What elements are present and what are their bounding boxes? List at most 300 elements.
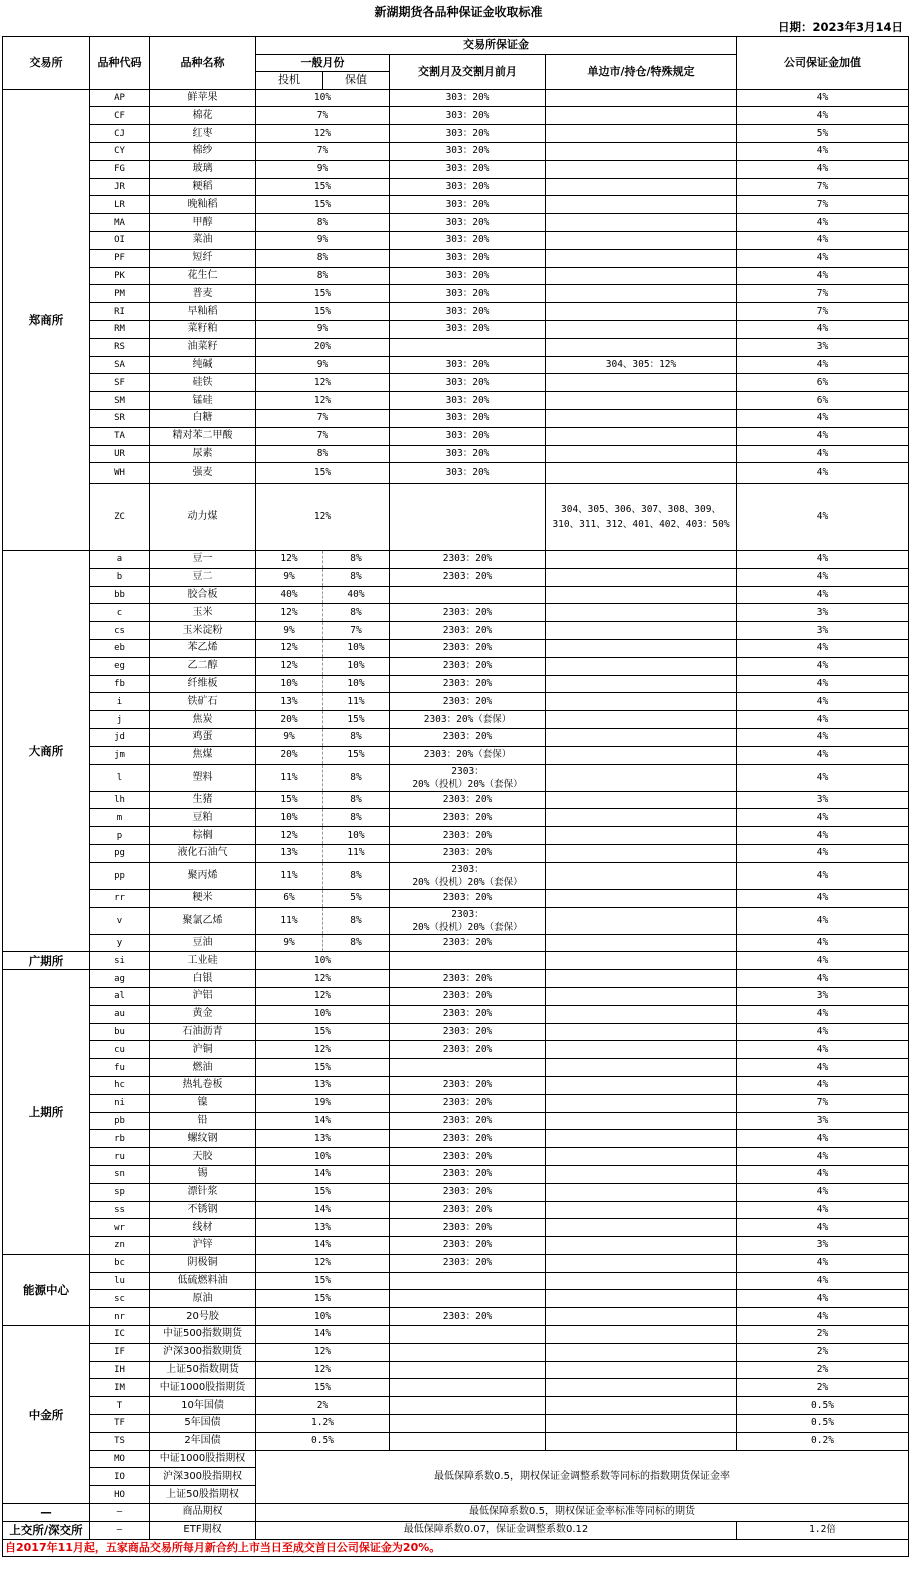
product-code: si: [90, 952, 150, 970]
product-name: 焦炭: [150, 711, 256, 729]
special-margin: [546, 1183, 737, 1201]
product-name: 沪铝: [150, 987, 256, 1005]
company-add: 3%: [737, 1237, 909, 1255]
company-add: 0.2%: [737, 1432, 909, 1450]
special-margin: 304、305：12%: [546, 356, 737, 374]
product-name: 鸡蛋: [150, 728, 256, 746]
product-name: 玉米: [150, 604, 256, 622]
product-name: 聚丙烯: [150, 862, 256, 889]
margin-investor: 11%: [256, 907, 323, 934]
table-row: [3, 89, 909, 107]
product-name: 天胶: [150, 1148, 256, 1166]
margin-hedge: 8%: [323, 809, 390, 827]
exchange-name: 中金所: [3, 1326, 90, 1504]
company-add: 4%: [737, 568, 909, 586]
table-row: [3, 1272, 909, 1290]
table-row: [3, 1237, 909, 1255]
product-code: SA: [90, 356, 150, 374]
product-code: ru: [90, 1148, 150, 1166]
delivery-margin: 2303：20%: [390, 970, 546, 988]
table-row: [3, 1290, 909, 1308]
product-code: OI: [90, 231, 150, 249]
company-add: 4%: [737, 409, 909, 427]
product-code: —: [90, 1521, 150, 1539]
delivery-margin: 2303：20%: [390, 1076, 546, 1094]
company-add: 4%: [737, 1165, 909, 1183]
product-name: 锰硅: [150, 392, 256, 410]
company-add: 4%: [737, 639, 909, 657]
margin-general: 14%: [256, 1165, 390, 1183]
footnote: 自2017年11月起，五家商品交易所每月新合约上市当日至成交首日公司保证金为20%。: [3, 1539, 909, 1556]
special-margin: [546, 1379, 737, 1397]
product-name: 石油沥青: [150, 1023, 256, 1041]
special-margin: [546, 196, 737, 214]
special-margin: [546, 125, 737, 143]
delivery-margin: 2303：20%: [390, 1201, 546, 1219]
product-code: fb: [90, 675, 150, 693]
margin-investor: 9%: [256, 568, 323, 586]
margin-general: 15%: [256, 463, 390, 484]
special-margin: [546, 214, 737, 232]
exchange-name: 能源中心: [3, 1254, 90, 1325]
special-margin: [546, 231, 737, 249]
table-row: [3, 1415, 909, 1433]
margin-general: 19%: [256, 1094, 390, 1112]
special-margin: [546, 711, 737, 729]
product-code: rr: [90, 889, 150, 907]
delivery-margin: 2303：20%: [390, 622, 546, 640]
product-code: sc: [90, 1290, 150, 1308]
special-margin: [546, 249, 737, 267]
delivery-margin-line: 20%（投机）20%（套保）: [412, 921, 523, 933]
special-margin: [546, 889, 737, 907]
margin-investor: 6%: [256, 889, 323, 907]
table-row: [3, 463, 909, 484]
product-code: eg: [90, 657, 150, 675]
product-name: 棕榈: [150, 827, 256, 845]
product-code: lh: [90, 791, 150, 809]
margin-general: 12%: [256, 1343, 390, 1361]
product-code: l: [90, 764, 150, 791]
header-special: 单边市/持仓/特殊规定: [546, 54, 737, 89]
company-add: 6%: [737, 392, 909, 410]
company-add: 7%: [737, 196, 909, 214]
table-row: [3, 889, 909, 907]
margin-general: 15%: [256, 1059, 390, 1077]
commodity-options-rule: 最低保障系数0.5，期权保证金率标准等同标的期货: [256, 1504, 909, 1522]
product-name: 硅铁: [150, 374, 256, 392]
special-margin: [546, 160, 737, 178]
exchange-name: 上期所: [3, 970, 90, 1255]
product-name: 强麦: [150, 463, 256, 484]
product-name: 早籼稻: [150, 303, 256, 321]
margin-general: 7%: [256, 142, 390, 160]
product-name: 5年国债: [150, 1415, 256, 1433]
product-code: —: [90, 1504, 150, 1522]
margin-hedge: 8%: [323, 791, 390, 809]
special-margin: [546, 1023, 737, 1041]
special-margin: [546, 1005, 737, 1023]
product-code: b: [90, 568, 150, 586]
product-code: bc: [90, 1254, 150, 1272]
delivery-margin: 303：20%: [390, 196, 546, 214]
special-margin: [546, 675, 737, 693]
special-margin: [546, 142, 737, 160]
special-margin: [546, 551, 737, 569]
special-margin: [546, 746, 737, 764]
table-row: [3, 809, 909, 827]
product-code: eb: [90, 639, 150, 657]
special-margin: [546, 392, 737, 410]
product-code: pg: [90, 844, 150, 862]
margin-hedge: 10%: [323, 657, 390, 675]
margin-general: 12%: [256, 970, 390, 988]
product-name: 热轧卷板: [150, 1076, 256, 1094]
table-row: [3, 1326, 909, 1344]
delivery-margin: [390, 764, 546, 791]
delivery-margin: 2303：20%（套保）: [390, 746, 546, 764]
special-margin: [546, 970, 737, 988]
product-code: lu: [90, 1272, 150, 1290]
company-add: 5%: [737, 125, 909, 143]
product-name: 原油: [150, 1290, 256, 1308]
special-margin: [546, 764, 737, 791]
company-add: 4%: [737, 356, 909, 374]
company-add: 4%: [737, 728, 909, 746]
margin-general: 15%: [256, 285, 390, 303]
delivery-margin: 303：20%: [390, 214, 546, 232]
header-exchange: 交易所: [3, 37, 90, 90]
company-add: 4%: [737, 764, 909, 791]
product-name: 红枣: [150, 125, 256, 143]
product-code: m: [90, 809, 150, 827]
special-margin: [546, 1076, 737, 1094]
delivery-margin: 2303：20%: [390, 1023, 546, 1041]
company-add: 2%: [737, 1379, 909, 1397]
delivery-margin: 2303：20%（套保）: [390, 711, 546, 729]
special-margin: [546, 1094, 737, 1112]
table-row: [3, 568, 909, 586]
company-add: 4%: [737, 1308, 909, 1326]
table-row: [3, 1005, 909, 1023]
product-code: SM: [90, 392, 150, 410]
table-row: [3, 728, 909, 746]
special-margin: [546, 463, 737, 484]
company-add: 4%: [737, 693, 909, 711]
special-margin: [546, 693, 737, 711]
special-margin: [546, 1397, 737, 1415]
delivery-margin: 2303：20%: [390, 844, 546, 862]
product-code: jm: [90, 746, 150, 764]
table-row: [3, 604, 909, 622]
company-add: 4%: [737, 249, 909, 267]
company-add: 3%: [737, 1112, 909, 1130]
product-code: CJ: [90, 125, 150, 143]
margin-general: 10%: [256, 1308, 390, 1326]
product-name: 豆粕: [150, 809, 256, 827]
table-row: [3, 952, 909, 970]
product-code: ni: [90, 1094, 150, 1112]
company-add: 4%: [737, 1272, 909, 1290]
margin-hedge: 8%: [323, 934, 390, 952]
product-code: p: [90, 827, 150, 845]
company-add: 4%: [737, 484, 909, 551]
product-name: 20号胶: [150, 1308, 256, 1326]
company-add: 4%: [737, 907, 909, 934]
header-exchange-margin: 交易所保证金: [256, 37, 737, 55]
delivery-margin: 2303：20%: [390, 1254, 546, 1272]
product-name: 生猪: [150, 791, 256, 809]
delivery-margin: 2303：20%: [390, 604, 546, 622]
special-margin: [546, 1361, 737, 1379]
margin-general: 15%: [256, 1272, 390, 1290]
table-row: [3, 1361, 909, 1379]
product-name: 豆油: [150, 934, 256, 952]
margin-investor: 15%: [256, 791, 323, 809]
special-margin: [546, 267, 737, 285]
delivery-margin: [390, 952, 546, 970]
special-margin: [546, 1415, 737, 1433]
table-row: [3, 675, 909, 693]
product-code: RS: [90, 338, 150, 356]
product-code: sn: [90, 1165, 150, 1183]
margin-investor: 12%: [256, 551, 323, 569]
table-row: [3, 657, 909, 675]
company-add: 4%: [737, 231, 909, 249]
table-row: [3, 639, 909, 657]
table-row: [3, 1504, 909, 1522]
margin-general: 14%: [256, 1326, 390, 1344]
product-name: 工业硅: [150, 952, 256, 970]
company-add: 4%: [737, 1254, 909, 1272]
table-row: [3, 320, 909, 338]
exchange-name: —: [3, 1504, 90, 1522]
company-add: 4%: [737, 746, 909, 764]
product-name: 普麦: [150, 285, 256, 303]
company-add: 4%: [737, 1005, 909, 1023]
product-code: al: [90, 987, 150, 1005]
company-add: 7%: [737, 178, 909, 196]
product-code: ag: [90, 970, 150, 988]
table-row: [3, 107, 909, 125]
delivery-margin: 303：20%: [390, 249, 546, 267]
company-add: 3%: [737, 987, 909, 1005]
margin-general: 8%: [256, 445, 390, 463]
delivery-margin: [390, 484, 546, 551]
special-margin: [546, 374, 737, 392]
margin-general: 13%: [256, 1076, 390, 1094]
margin-investor: 12%: [256, 657, 323, 675]
special-margin: [546, 568, 737, 586]
company-add: 3%: [737, 604, 909, 622]
margin-hedge: 8%: [323, 604, 390, 622]
product-name: 粳米: [150, 889, 256, 907]
delivery-margin-line: 20%（投机）20%（套保）: [412, 778, 523, 790]
special-margin: [546, 622, 737, 640]
product-code: SR: [90, 409, 150, 427]
table-row: [3, 409, 909, 427]
special-margin: [546, 178, 737, 196]
special-margin: [546, 657, 737, 675]
margin-investor: 20%: [256, 711, 323, 729]
margin-general: 1.2%: [256, 1415, 390, 1433]
delivery-margin: 303：20%: [390, 445, 546, 463]
delivery-margin: 2303：20%: [390, 639, 546, 657]
company-add: 4%: [737, 445, 909, 463]
company-add: 4%: [737, 89, 909, 107]
margin-general: 2%: [256, 1397, 390, 1415]
delivery-margin: 2303：20%: [390, 1165, 546, 1183]
company-add: 4%: [737, 934, 909, 952]
table-row: [3, 791, 909, 809]
margin-general: 15%: [256, 1023, 390, 1041]
margin-hedge: 8%: [323, 862, 390, 889]
special-margin: [546, 934, 737, 952]
product-code: IC: [90, 1326, 150, 1344]
delivery-margin: 303：20%: [390, 320, 546, 338]
product-name: 玉米淀粉: [150, 622, 256, 640]
company-add: 2%: [737, 1326, 909, 1344]
table-row: [3, 1059, 909, 1077]
margin-general: 10%: [256, 1005, 390, 1023]
table-row: [3, 356, 909, 374]
product-code: FG: [90, 160, 150, 178]
margin-general: 12%: [256, 392, 390, 410]
product-name: 中证500指数期货: [150, 1326, 256, 1344]
table-row: [3, 907, 909, 934]
company-add: 4%: [737, 267, 909, 285]
special-margin: [546, 1272, 737, 1290]
margin-general: 14%: [256, 1237, 390, 1255]
margin-investor: 11%: [256, 764, 323, 791]
table-row: [3, 551, 909, 569]
product-code: y: [90, 934, 150, 952]
product-code: IF: [90, 1343, 150, 1361]
table-row: [3, 693, 909, 711]
company-add: 4%: [737, 711, 909, 729]
table-row: [3, 1076, 909, 1094]
company-add: 4%: [737, 1148, 909, 1166]
margin-hedge: 10%: [323, 639, 390, 657]
product-code: a: [90, 551, 150, 569]
product-name: 中证1000股指期权: [150, 1450, 256, 1468]
product-name: 玻璃: [150, 160, 256, 178]
special-margin: [546, 987, 737, 1005]
page-title: 新湖期货各品种保证金收取标准: [374, 5, 543, 19]
margin-investor: 9%: [256, 622, 323, 640]
product-name: 上证50股指期权: [150, 1486, 256, 1504]
margin-general: 13%: [256, 1219, 390, 1237]
delivery-margin: 303：20%: [390, 125, 546, 143]
product-name: 晚籼稻: [150, 196, 256, 214]
product-name: 中证1000股指期货: [150, 1379, 256, 1397]
table-row: [3, 484, 909, 551]
product-code: LR: [90, 196, 150, 214]
company-add: 4%: [737, 1023, 909, 1041]
table-row: [3, 1023, 909, 1041]
delivery-margin: 303：20%: [390, 303, 546, 321]
margin-general: 9%: [256, 231, 390, 249]
delivery-margin: 2303：20%: [390, 934, 546, 952]
header-row: [3, 37, 909, 55]
company-add: 4%: [737, 1041, 909, 1059]
table-row: [3, 1165, 909, 1183]
company-add: 4%: [737, 427, 909, 445]
table-row: [3, 711, 909, 729]
special-margin: [546, 604, 737, 622]
margin-hedge: 10%: [323, 827, 390, 845]
delivery-margin: 303：20%: [390, 160, 546, 178]
delivery-margin: 2303：20%: [390, 693, 546, 711]
product-code: T: [90, 1397, 150, 1415]
special-margin: [546, 1201, 737, 1219]
table-row: [3, 125, 909, 143]
company-add: 4%: [737, 142, 909, 160]
margin-general: 12%: [256, 125, 390, 143]
table-row: [3, 392, 909, 410]
etf-rule: 最低保障系数0.07，保证金调整系数0.12: [256, 1521, 737, 1539]
product-code: WH: [90, 463, 150, 484]
exchange-name: 郑商所: [3, 89, 90, 550]
header-name: 品种名称: [150, 37, 256, 90]
margin-general: 12%: [256, 987, 390, 1005]
table-row: [3, 267, 909, 285]
delivery-margin: 2303：20%: [390, 1094, 546, 1112]
delivery-margin: [390, 1326, 546, 1344]
company-add: 4%: [737, 862, 909, 889]
margin-investor: 9%: [256, 934, 323, 952]
table-row: [3, 196, 909, 214]
delivery-margin: 2303：20%: [390, 568, 546, 586]
delivery-margin: 2303：20%: [390, 1041, 546, 1059]
product-name: 菜籽粕: [150, 320, 256, 338]
special-margin: [546, 728, 737, 746]
product-name: 低硫燃料油: [150, 1272, 256, 1290]
product-code: PK: [90, 267, 150, 285]
product-code: bu: [90, 1023, 150, 1041]
special-margin: [546, 427, 737, 445]
product-code: zn: [90, 1237, 150, 1255]
margin-investor: 12%: [256, 827, 323, 845]
margin-general: 9%: [256, 356, 390, 374]
delivery-margin: [390, 1415, 546, 1433]
company-add: 2%: [737, 1361, 909, 1379]
product-name: 2年国债: [150, 1432, 256, 1450]
product-name: 线材: [150, 1219, 256, 1237]
delivery-margin: 303：20%: [390, 409, 546, 427]
margin-hedge: 8%: [323, 568, 390, 586]
product-name: 菜油: [150, 231, 256, 249]
product-name: 乙二醇: [150, 657, 256, 675]
delivery-margin: [390, 586, 546, 604]
delivery-margin: 2303：20%: [390, 1130, 546, 1148]
table-row: [3, 764, 909, 791]
product-code: IM: [90, 1379, 150, 1397]
delivery-margin: 2303：20%: [390, 791, 546, 809]
table-row: [3, 1201, 909, 1219]
special-margin: [546, 107, 737, 125]
product-code: au: [90, 1005, 150, 1023]
table-row: [3, 1112, 909, 1130]
margin-table: [2, 36, 909, 1557]
product-code: pp: [90, 862, 150, 889]
product-name: 聚氯乙烯: [150, 907, 256, 934]
product-code: MO: [90, 1450, 150, 1468]
company-add: 7%: [737, 1094, 909, 1112]
product-code: MA: [90, 214, 150, 232]
table-row: [3, 1183, 909, 1201]
product-code: IH: [90, 1361, 150, 1379]
